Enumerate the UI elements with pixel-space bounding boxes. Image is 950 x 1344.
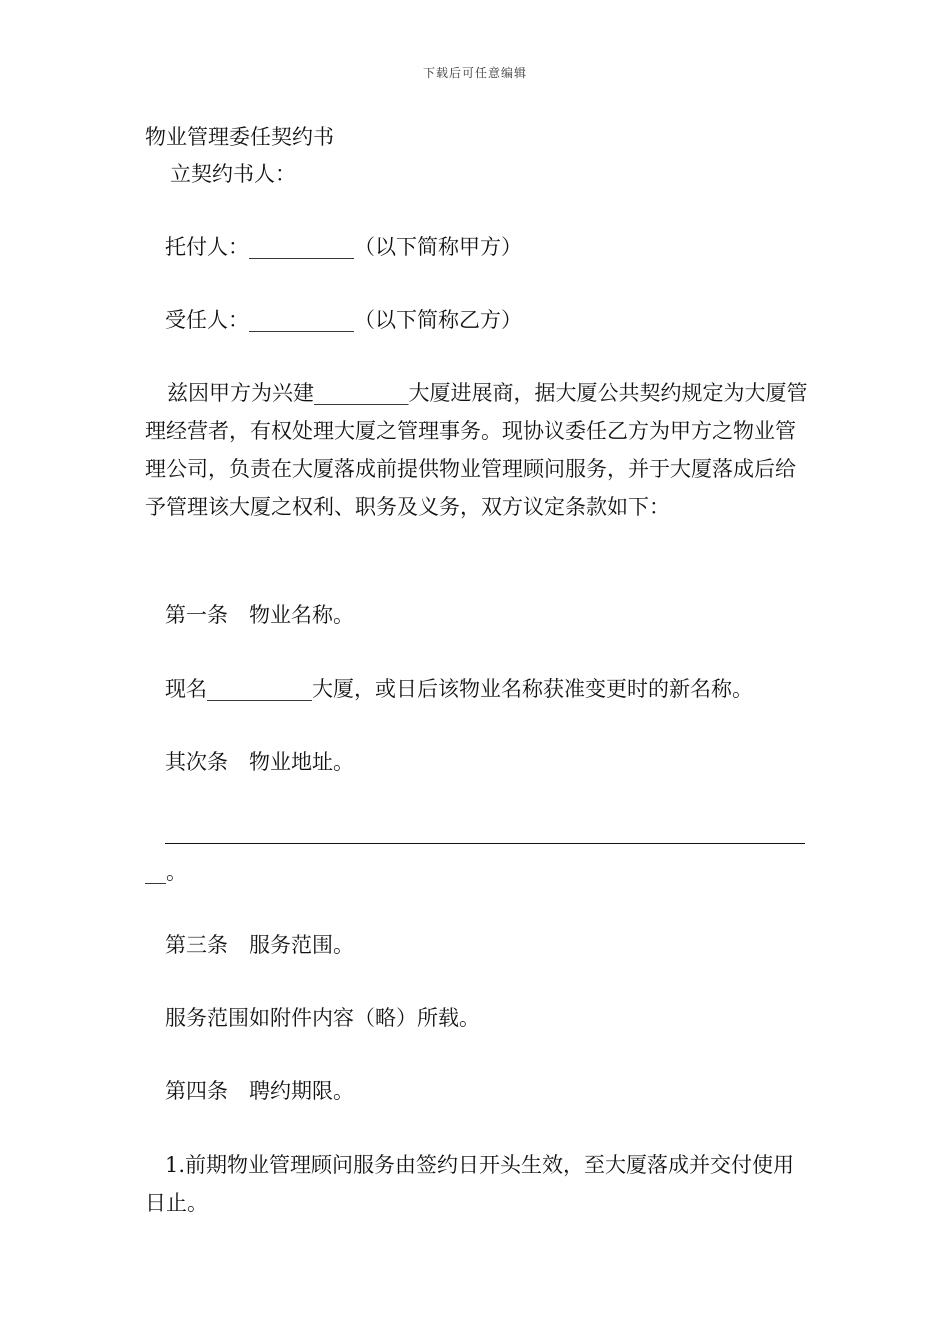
principal-line: 托付人：__________（以下简称甲方） xyxy=(165,235,522,259)
article-4-heading: 第四条 聘约期限。 xyxy=(165,1079,354,1103)
address-blank-end: __。 xyxy=(145,860,187,884)
header-note: 下载后可任意编辑 xyxy=(422,66,527,80)
preamble-paragraph: 兹因甲方为兴建_________大厦进展商，据大厦公共契约规定为大厦管理经营者，有权处理大厦之管理事务。现协议委任乙方为甲方之物业管理公司，负责在大厦落成前提供物业管理顾问服务，并于大厦落成后给予管理该大厦之权利、职务及义务，双方议定条款如下： xyxy=(145,381,808,519)
article-2-heading: 其次条 物业地址。 xyxy=(165,750,354,774)
agent-line: 受任人：__________（以下简称乙方） xyxy=(165,308,522,332)
article-1-heading: 第一条 物业名称。 xyxy=(165,603,354,627)
article-4-item-1: 1.前期物业管理顾问服务由签约日开头生效，至大厦落成并交付使用日止。 xyxy=(145,1153,795,1215)
address-blank-line xyxy=(165,843,805,844)
signatories-label: 立契约书人： xyxy=(170,162,296,186)
article-3-body: 服务范围如附件内容（略）所载。 xyxy=(165,1006,480,1030)
document-title: 物业管理委任契约书 xyxy=(145,125,334,149)
article-3-heading: 第三条 服务范围。 xyxy=(165,933,354,957)
article-1-body: 现名__________大厦，或日后该物业名称获准变更时的新名称。 xyxy=(165,677,753,701)
